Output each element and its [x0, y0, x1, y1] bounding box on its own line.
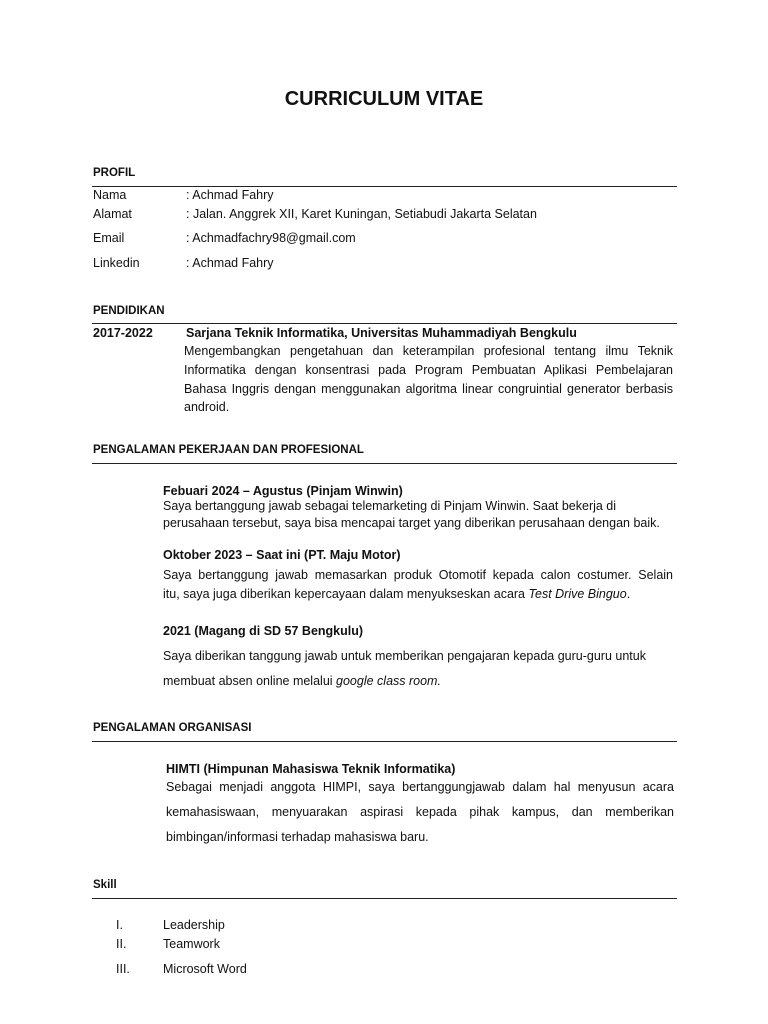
job-desc-line: Saya bertanggung jawab sebagai telemarketing di Pinjam Winwin. Saat bekerja di — [163, 499, 617, 513]
profil-label-linkedin: Linkedin — [93, 256, 140, 270]
profil-value-email: : Achmadfachry98@gmail.com — [186, 231, 356, 245]
profil-value-nama: : Achmad Fahry — [186, 188, 274, 202]
profil-value-linkedin: : Achmad Fahry — [186, 256, 274, 270]
profil-value-alamat: : Jalan. Anggrek XII, Karet Kuningan, Setiabudi Jakarta Selatan — [186, 207, 537, 221]
org-desc-line: bimbingan/informasi terhadap mahasiswa baru. — [166, 830, 429, 844]
section-heading-pekerjaan: PENGALAMAN PEKERJAAN DAN PROFESIONAL — [93, 444, 364, 456]
job-desc-text: membuat absen online melalui — [163, 674, 337, 688]
profil-label-nama: Nama — [93, 188, 127, 202]
education-year: 2017-2022 — [93, 326, 153, 340]
section-rule — [92, 741, 677, 742]
section-rule — [92, 463, 677, 464]
job-desc-line — [163, 587, 630, 601]
section-heading-pendidikan: PENDIDIKAN — [93, 305, 165, 317]
profil-label-alamat: Alamat — [93, 207, 132, 221]
education-degree: Sarjana Teknik Informatika, Universitas Muhammadiyah Bengkulu — [186, 326, 577, 340]
section-heading-profil: PROFIL — [93, 167, 136, 179]
job-desc-line: Saya diberikan tanggung jawab untuk memberikan pengajaran kepada guru-guru untuk — [163, 649, 646, 663]
section-rule — [92, 323, 677, 324]
job-desc-text: . — [626, 587, 631, 601]
job-desc-line — [163, 674, 441, 688]
skill-number: III. — [116, 962, 130, 976]
skill-item: Leadership — [163, 918, 225, 932]
education-desc-line: Informatika dengan konsentrasi pada Program Pembuatan Aplikasi Pembelajaran — [184, 363, 673, 377]
job-desc-line: Saya bertanggung jawab memasarkan produk Otomotif kepada calon costumer. Selain — [163, 568, 673, 582]
section-heading-skill: Skill — [93, 879, 117, 891]
job-desc-text: itu, saya juga diberikan kepercayaan dalam menyukseskan acara — [163, 587, 529, 601]
org-desc-line: Sebagai menjadi anggota HIMPI, saya bertanggungjawab dalam hal menyusun acara — [166, 780, 674, 794]
job-desc-emphasis: Test Drive Binguo — [528, 587, 627, 601]
job-title: Oktober 2023 – Saat ini (PT. Maju Motor) — [163, 548, 401, 562]
skill-item: Microsoft Word — [163, 962, 247, 976]
job-desc-emphasis: google class room. — [336, 674, 441, 688]
section-heading-organisasi: PENGALAMAN ORGANISASI — [93, 722, 252, 734]
skill-number: I. — [116, 918, 123, 932]
job-title: 2021 (Magang di SD 57 Bengkulu) — [163, 624, 364, 638]
job-desc-line: perusahaan tersebut, saya bisa mencapai target yang diberikan perusahaan dengan baik. — [163, 516, 660, 530]
org-title: HIMTI (Himpunan Mahasiswa Teknik Informatika) — [166, 762, 456, 776]
profil-label-email: Email — [93, 231, 125, 245]
skill-number: II. — [116, 937, 127, 951]
section-rule — [92, 898, 677, 899]
section-rule — [92, 186, 677, 187]
org-desc-line: kemahasiswaan, menyuarakan aspirasi kepada pihak kampus, dan memberikan — [166, 805, 674, 819]
education-desc-line: Bahasa Inggris dengan menggunakan algoritma linear congruintial generator berbasis — [184, 382, 673, 396]
education-desc-line: android. — [184, 400, 230, 414]
page-title: CURRICULUM VITAE — [284, 88, 484, 110]
job-title: Febuari 2024 – Agustus (Pinjam Winwin) — [163, 484, 403, 498]
education-desc-line: Mengembangkan pengetahuan dan keterampilan profesional tentang ilmu Teknik — [184, 344, 673, 358]
skill-item: Teamwork — [163, 937, 220, 951]
